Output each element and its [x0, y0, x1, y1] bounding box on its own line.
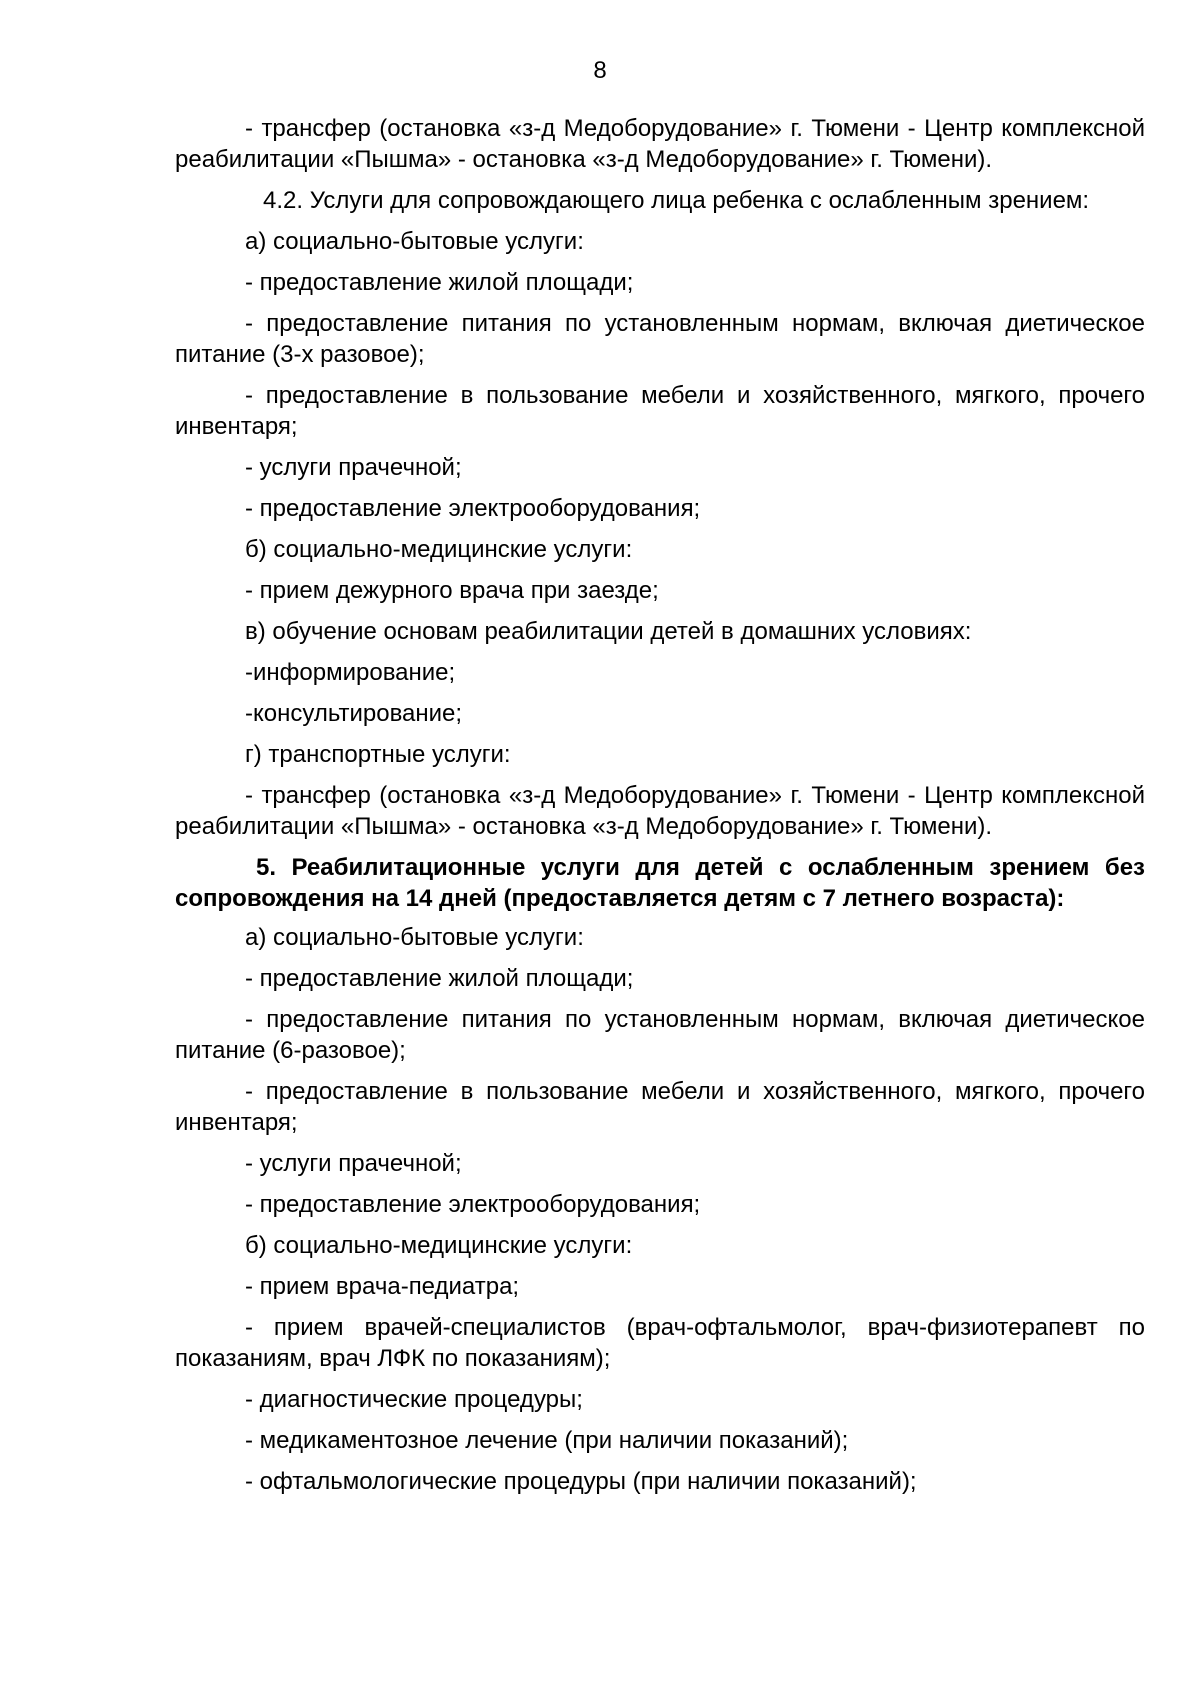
list-item: - предоставление электрооборудования;	[245, 495, 701, 522]
paragraph: - предоставление питания по установленным нормам, включая диетическое питание (3-х разовое);	[175, 310, 1145, 368]
list-item: -консультирование;	[245, 700, 463, 727]
paragraph: - трансфер (остановка «з-д Медоборудование» г. Тюмени - Центр комплексной реабилитации «Пышма» - остановка «з-д Медоборудование» г. Тюмени).	[175, 782, 1145, 840]
list-item: - услуги прачечной;	[245, 1150, 462, 1177]
section-heading: 5. Реабилитационные услуги для детей с ослабленным зрением без сопровождения на 14 дней (предоставляется детям с 7 летнего возраста):	[175, 854, 1145, 912]
list-item: -информирование;	[245, 659, 456, 686]
list-item: - услуги прачечной;	[245, 454, 462, 481]
list-item: - прием дежурного врача при заезде;	[245, 577, 659, 604]
list-item: г) транспортные услуги:	[245, 741, 511, 768]
list-item: б) социально-медицинские услуги:	[245, 1232, 633, 1259]
page-number: 8	[593, 57, 607, 84]
list-item: - прием врача-педиатра;	[245, 1273, 520, 1300]
list-item: в) обучение основам реабилитации детей в домашних условиях:	[245, 618, 972, 645]
paragraph: - предоставление в пользование мебели и хозяйственного, мягкого, прочего инвентаря;	[175, 1078, 1145, 1136]
list-item: - предоставление электрооборудования;	[245, 1191, 701, 1218]
list-item: - диагностические процедуры;	[245, 1386, 583, 1413]
list-item: - предоставление жилой площади;	[245, 269, 634, 296]
list-item: - предоставление жилой площади;	[245, 965, 634, 992]
list-item: - медикаментозное лечение (при наличии показаний);	[245, 1427, 849, 1454]
document-body	[175, 113, 1145, 1507]
list-item: а) социально-бытовые услуги:	[245, 228, 584, 255]
paragraph: - прием врачей-специалистов (врач-офтальмолог, врач-физиотерапевт по показаниям, врач ЛФК по показаниям);	[175, 1314, 1145, 1372]
list-item: - офтальмологические процедуры (при наличии показаний);	[245, 1468, 917, 1495]
subsection-heading: 4.2. Услуги для сопровождающего лица ребенка с ослабленным зрением:	[263, 187, 1090, 214]
list-item: б) социально-медицинские услуги:	[245, 536, 633, 563]
list-item: а) социально-бытовые услуги:	[245, 924, 584, 951]
paragraph: - трансфер (остановка «з-д Медоборудование» г. Тюмени - Центр комплексной реабилитации «Пышма» - остановка «з-д Медоборудование» г. Тюмени).	[175, 115, 1145, 173]
paragraph: - предоставление в пользование мебели и хозяйственного, мягкого, прочего инвентаря;	[175, 382, 1145, 440]
paragraph: - предоставление питания по установленным нормам, включая диетическое питание (6-разовое);	[175, 1006, 1145, 1064]
